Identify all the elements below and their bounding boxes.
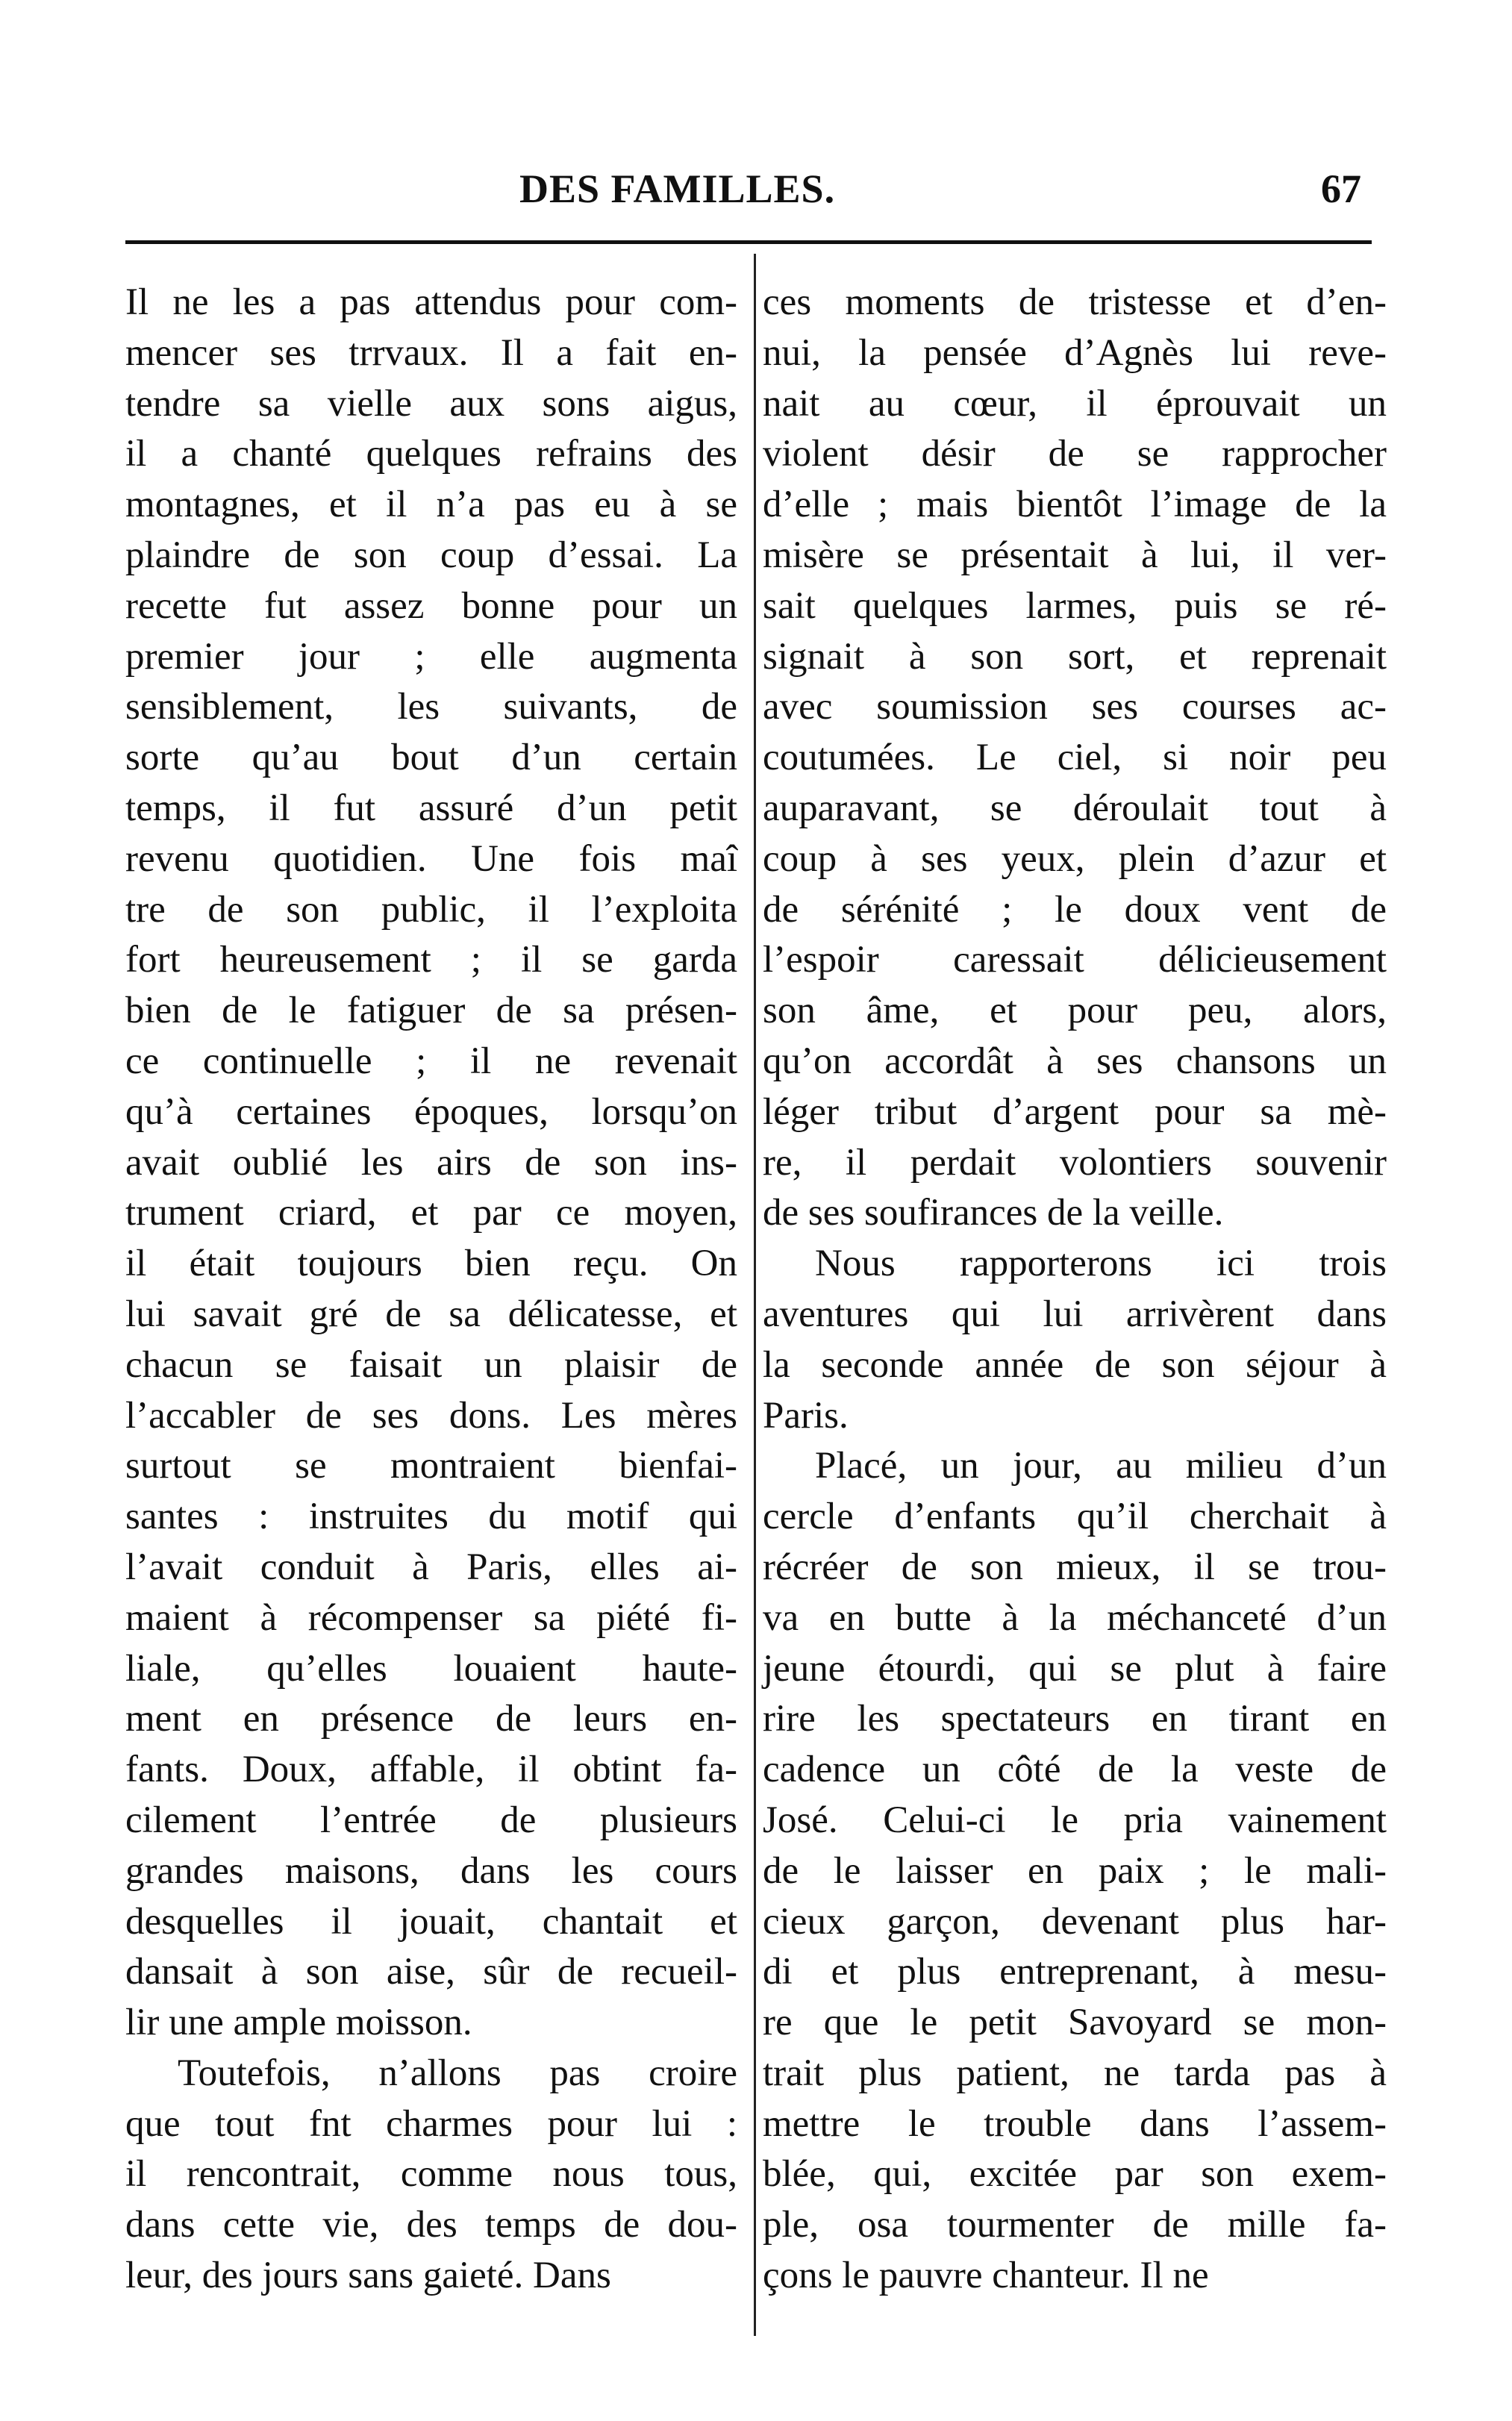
text-line: fort heureusement ; il se garda	[125, 939, 737, 981]
text-line: temps, il fut assuré d’un petit	[125, 787, 737, 829]
text-line: l’espoir caressait délicieusement	[763, 939, 1387, 981]
header-rule	[125, 240, 1372, 244]
text-line: auparavant, se déroulait tout à	[763, 787, 1387, 829]
right-column	[763, 278, 1387, 2302]
text-line: léger tribut d’argent pour sa mè-	[763, 1090, 1387, 1133]
text-line: avec soumission ses courses ac-	[763, 686, 1387, 728]
text-line: nait au cœur, il éprouvait un	[763, 382, 1387, 425]
text-line: nui, la pensée d’Agnès lui reve-	[763, 331, 1387, 374]
text-line: cilement l’entrée de plusieurs	[125, 1799, 737, 1841]
text-line: plaindre de son coup d’essai. La	[125, 534, 737, 576]
text-line: tendre sa vielle aux sons aigus,	[125, 382, 737, 425]
text-line: coutumées. Le ciel, si noir peu	[763, 737, 1387, 779]
text-line: jeune étourdi, qui se plut à faire	[763, 1647, 1387, 1690]
text-line: cercle d’enfants qu’il cherchait à	[763, 1496, 1387, 1538]
text-line: de le laisser en paix ; le mali-	[763, 1849, 1387, 1892]
text-line: re que le petit Savoyard se mon-	[763, 2002, 1387, 2044]
text-line: mencer ses trrvaux. Il a fait en-	[125, 331, 737, 374]
text-line: revenu quotidien. Une fois maî	[125, 837, 737, 880]
text-line: qu’à certaines époques, lorsqu’on	[125, 1090, 737, 1133]
text-line: signait à son sort, et reprenait	[763, 635, 1387, 678]
text-line: mettre le trouble dans l’assem-	[763, 2102, 1387, 2145]
text-line: Paris.	[763, 1394, 849, 1437]
text-line: d’elle ; mais bientôt l’image de la	[763, 484, 1387, 526]
text-line: bien de le fatiguer de sa présen-	[125, 990, 737, 1032]
text-line: grandes maisons, dans les cours	[125, 1849, 737, 1892]
text-line: ces moments de tristesse et d’en-	[763, 281, 1387, 323]
text-line: Nous rapporterons ici trois	[815, 1243, 1387, 1285]
column-divider	[754, 254, 756, 2336]
text-line: qu’on accordât à ses chansons un	[763, 1040, 1387, 1082]
running-title: DES FAMILLES.	[519, 166, 836, 211]
text-line: Il ne les a pas attendus pour com-	[125, 281, 737, 323]
text-line: sorte qu’au bout d’un certain	[125, 737, 737, 779]
text-line: premier jour ; elle augmenta	[125, 635, 737, 678]
text-line: lui savait gré de sa délicatesse, et	[125, 1293, 737, 1335]
text-line: cadence un côté de la veste de	[763, 1749, 1387, 1791]
text-line: l’avait conduit à Paris, elles ai-	[125, 1546, 737, 1588]
text-line: de sérénité ; le doux vent de	[763, 888, 1387, 931]
text-line: aventures qui lui arrivèrent dans	[763, 1293, 1387, 1335]
page-number: 67	[1321, 166, 1361, 211]
text-line: liale, qu’elles louaient haute-	[125, 1647, 737, 1690]
text-line: lir une ample moisson.	[125, 2002, 472, 2044]
text-line: dansait à son aise, sûr de recueil-	[125, 1951, 737, 1993]
text-line: surtout se montraient bienfai-	[125, 1445, 737, 1487]
text-line: il était toujours bien reçu. On	[125, 1243, 737, 1285]
text-line: Toutefois, n’allons pas croire	[178, 2052, 737, 2094]
text-line: chacun se faisait un plaisir de	[125, 1343, 737, 1386]
text-line: il rencontrait, comme nous tous,	[125, 2153, 737, 2196]
text-line: trument criard, et par ce moyen,	[125, 1192, 737, 1234]
text-line: ment en présence de leurs en-	[125, 1698, 737, 1740]
text-line: José. Celui-ci le pria vainement	[763, 1799, 1387, 1841]
text-line: que tout fnt charmes pour lui :	[125, 2102, 737, 2145]
text-line: dans cette vie, des temps de dou-	[125, 2204, 737, 2246]
text-line: violent désir de se rapprocher	[763, 433, 1387, 475]
left-column	[125, 278, 737, 2302]
text-line: re, il perdait volontiers souvenir	[763, 1141, 1387, 1184]
text-line: fants. Doux, affable, il obtint fa-	[125, 1749, 737, 1791]
text-line: misère se présentait à lui, il ver-	[763, 534, 1387, 576]
text-line: rire les spectateurs en tirant en	[763, 1698, 1387, 1740]
text-line: sensiblement, les suivants, de	[125, 686, 737, 728]
text-line: avait oublié les airs de son ins-	[125, 1141, 737, 1184]
text-line: la seconde année de son séjour à	[763, 1343, 1387, 1386]
text-line: montagnes, et il n’a pas eu à se	[125, 484, 737, 526]
text-line: leur, des jours sans gaieté. Dans	[125, 2255, 611, 2297]
text-line: l’accabler de ses dons. Les mères	[125, 1394, 737, 1437]
text-line: va en butte à la méchanceté d’un	[763, 1596, 1387, 1639]
running-header	[125, 166, 1372, 225]
text-line: çons le pauvre chanteur. Il ne	[763, 2255, 1209, 2297]
text-line: trait plus patient, ne tarda pas à	[763, 2052, 1387, 2094]
text-line: coup à ses yeux, plein d’azur et	[763, 837, 1387, 880]
text-line: maient à récompenser sa piété fi-	[125, 1596, 737, 1639]
text-line: recette fut assez bonne pour un	[125, 584, 737, 627]
text-line: ple, osa tourmenter de mille fa-	[763, 2204, 1387, 2246]
text-line: desquelles il jouait, chantait et	[125, 1900, 737, 1943]
text-line: récréer de son mieux, il se trou-	[763, 1546, 1387, 1588]
text-line: santes : instruites du motif qui	[125, 1496, 737, 1538]
text-line: sait quelques larmes, puis se ré-	[763, 584, 1387, 627]
text-line: cieux garçon, devenant plus har-	[763, 1900, 1387, 1943]
text-line: son âme, et pour peu, alors,	[763, 990, 1387, 1032]
text-line: ce continuelle ; il ne revenait	[125, 1040, 737, 1082]
text-line: blée, qui, excitée par son exem-	[763, 2153, 1387, 2196]
text-line: di et plus entreprenant, à mesu-	[763, 1951, 1387, 1993]
text-line: tre de son public, il l’exploita	[125, 888, 737, 931]
text-line: de ses soufirances de la veille.	[763, 1192, 1224, 1234]
text-line: Placé, un jour, au milieu d’un	[815, 1445, 1387, 1487]
text-line: il a chanté quelques refrains des	[125, 433, 737, 475]
